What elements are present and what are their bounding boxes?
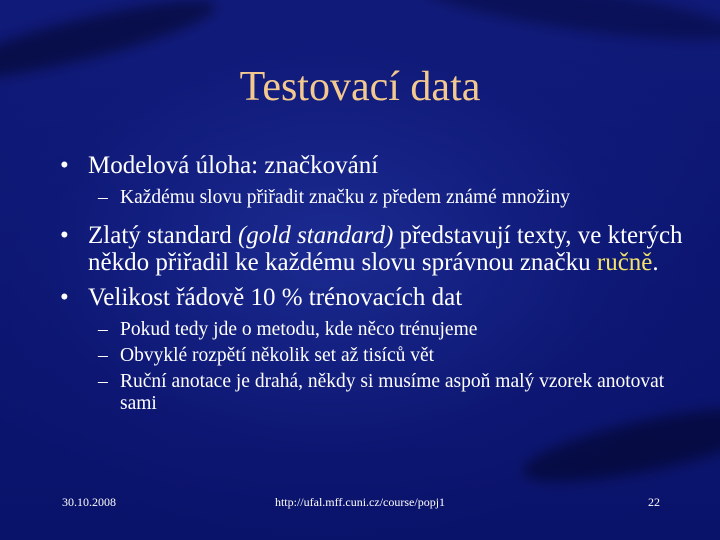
sub-bullet-text: Každému slovu přiřadit značku z předem známé množiny — [120, 187, 570, 208]
slide-title: Testovací data — [239, 64, 481, 110]
sub-bullet-item — [98, 345, 688, 367]
bullet-text-part: . — [652, 249, 659, 276]
sub-bullet-item — [98, 187, 688, 209]
bullet-marker: • — [60, 152, 69, 179]
footer-date: 30.10.2008 — [62, 495, 116, 509]
sub-bullet-marker: – — [98, 345, 108, 366]
footer-page-number: 22 — [648, 495, 660, 509]
sub-bullet-marker: – — [98, 371, 108, 392]
bullet-text: Velikost řádově 10 % trénovacích dat — [88, 284, 463, 311]
bullet-item — [58, 284, 688, 311]
sub-bullet-marker: – — [98, 319, 108, 340]
bullet-text-part: Zlatý standard — [88, 222, 238, 249]
bullet-marker: • — [60, 222, 69, 249]
sub-bullet-item — [98, 371, 688, 415]
bullet-item — [58, 152, 688, 179]
bullet-text: Modelová úloha: značkování — [88, 152, 379, 179]
bullet-text-italic: (gold standard) — [237, 222, 394, 249]
bullet-text-part: představují texty, ve kterých někdo přiřadil ke každému slovu správnou značku — [88, 222, 683, 276]
footer-url: http://ufal.mff.cuni.cz/course/popj1 — [274, 495, 446, 509]
sub-bullet-marker: – — [98, 187, 108, 208]
sub-bullet-text: Pokud tedy jde o metodu, kde něco trénujeme — [120, 319, 478, 340]
bullet-item — [58, 222, 688, 276]
bullet-marker: • — [60, 284, 69, 311]
sub-bullet-text: Obvyklé rozpětí několik set až tisíců vět — [120, 345, 435, 366]
background-streak — [419, 0, 720, 52]
sub-bullet-text: Ruční anotace je drahá, někdy si musíme aspoň malý vzorek anotovat sami — [120, 371, 665, 414]
sub-bullet-item — [98, 319, 688, 341]
bullet-text-accent: ručně — [596, 249, 653, 276]
slide-content — [58, 152, 688, 415]
